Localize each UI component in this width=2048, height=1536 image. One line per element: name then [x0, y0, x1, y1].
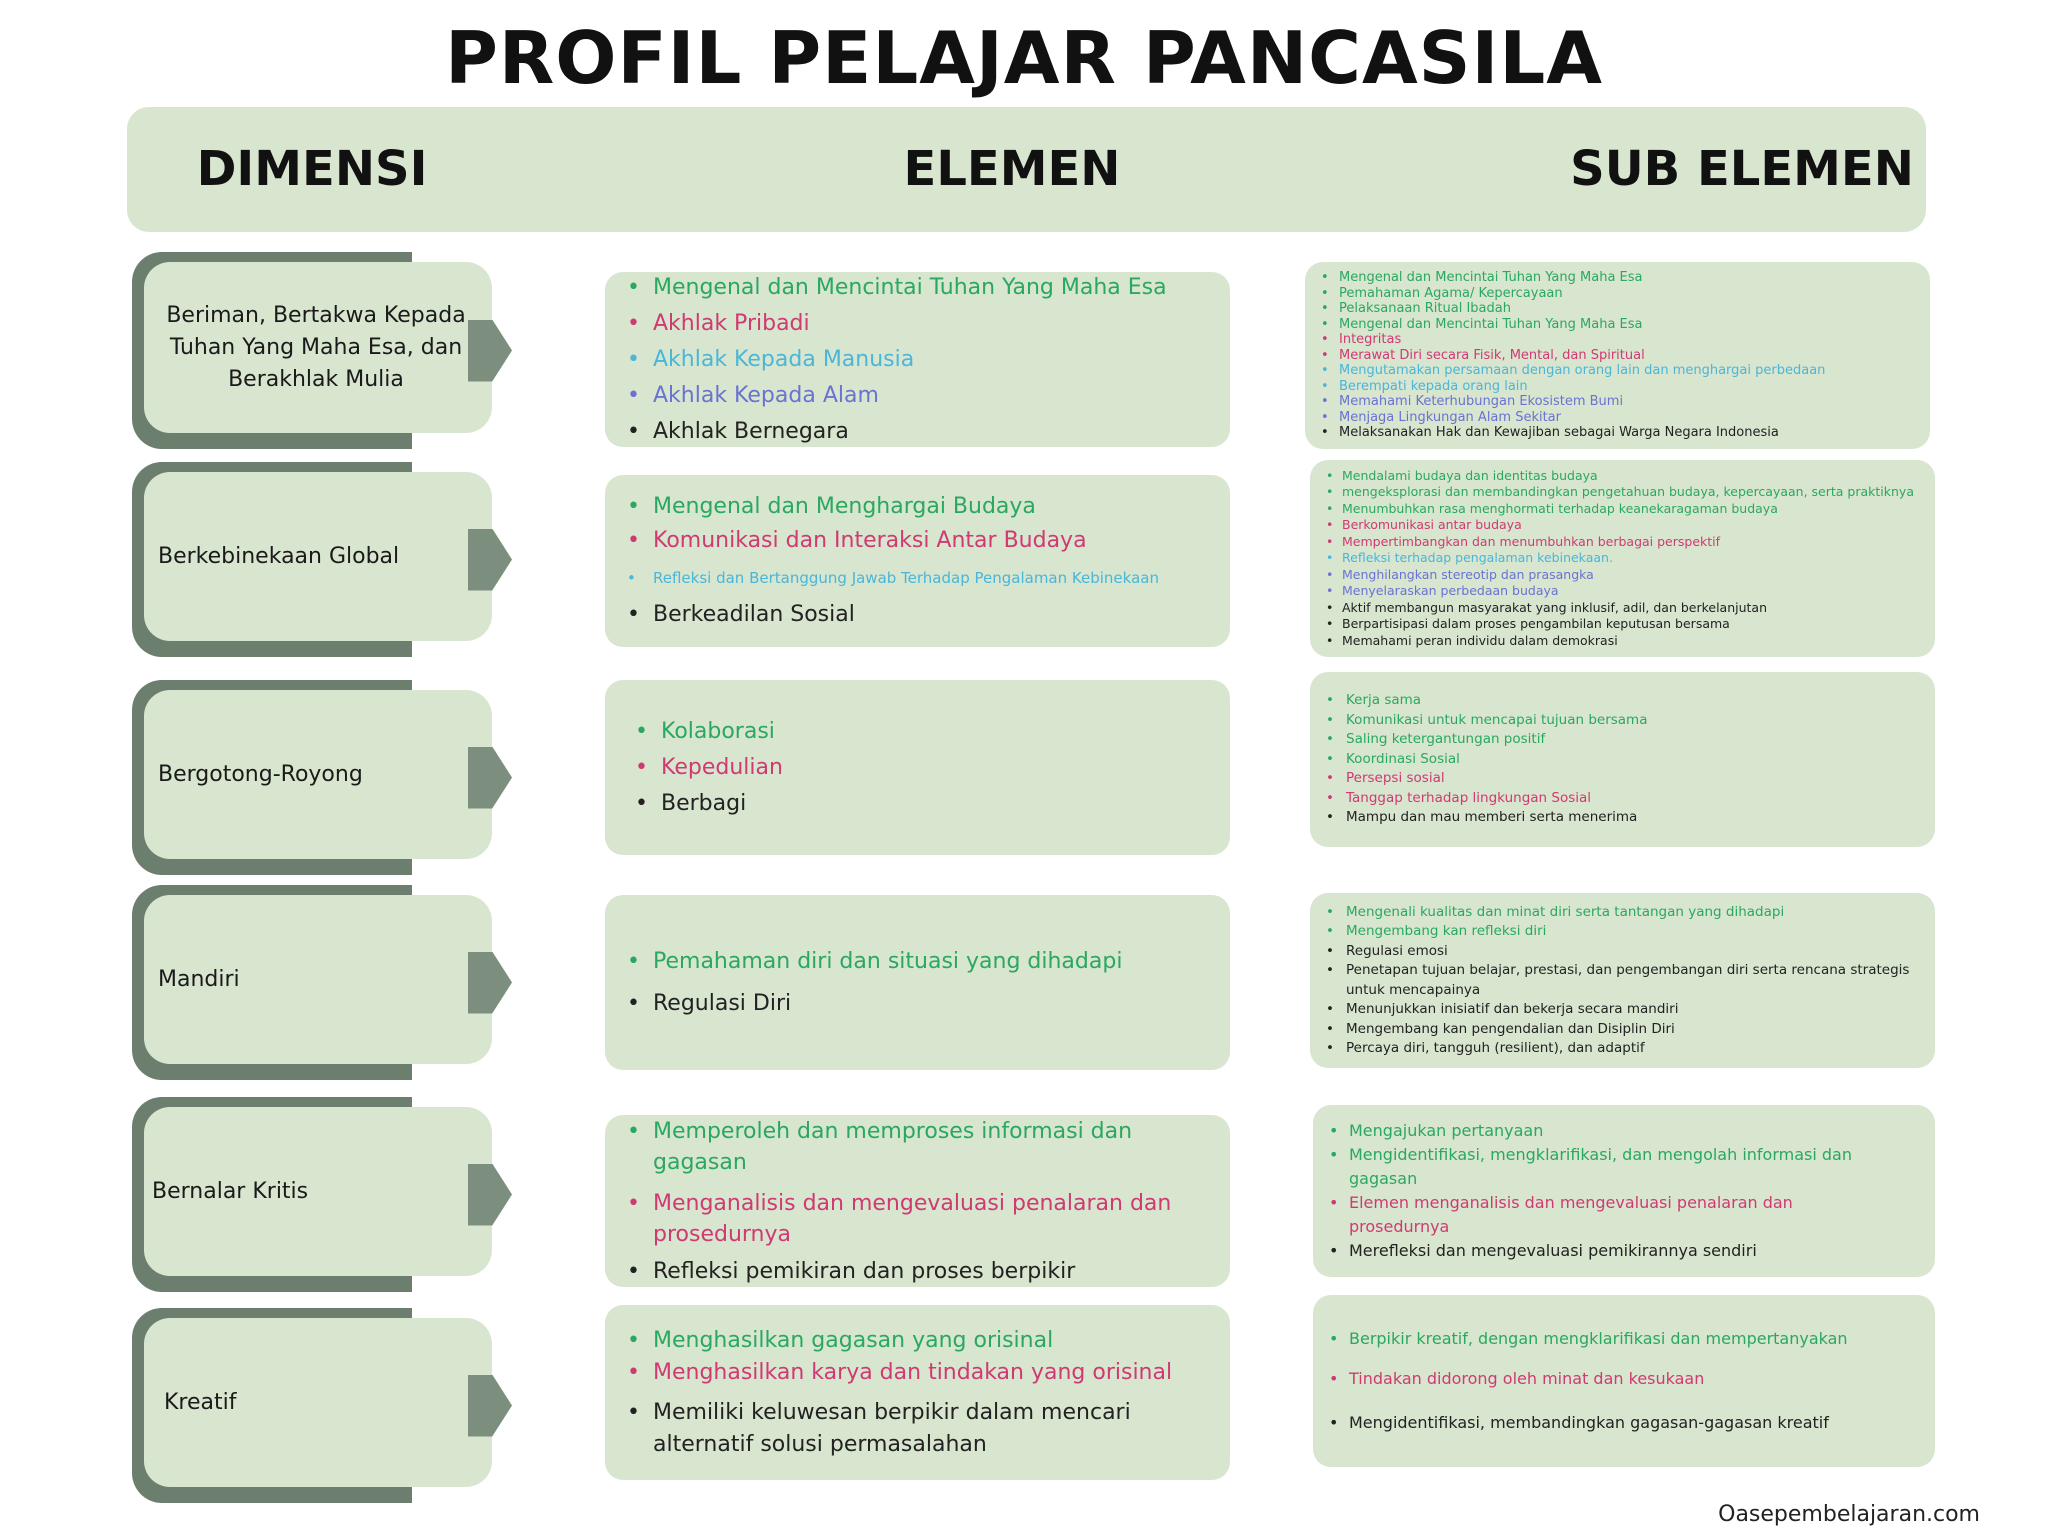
- elemen-card: [605, 272, 1230, 447]
- list-item: • Pemahaman diri dan situasi yang dihadapi: [627, 948, 1123, 974]
- sub-elemen-card: [1310, 672, 1935, 847]
- list-item: • Berkomunikasi antar budaya: [1326, 517, 1522, 533]
- list-item: • Komunikasi dan Interaksi Antar Budaya: [627, 528, 1087, 553]
- list-item: • Menunjukkan inisiatif dan bekerja secara mandiri: [1326, 1001, 1679, 1017]
- list-item: • Akhlak Bernegara: [627, 418, 849, 444]
- elemen-card: [605, 1115, 1230, 1287]
- list-item: • Regulasi emosi: [1326, 942, 1448, 959]
- list-item: • Melaksanakan Hak dan Kewajiban sebagai Warga Negara Indonesia: [1321, 425, 1779, 441]
- list-item: • Mempertimbangkan dan menumbuhkan berbagai perspektif: [1326, 533, 1721, 549]
- list-item: • Berpikir kreatif, dengan mengklarifikasi dan mempertanyakan: [1329, 1329, 1848, 1348]
- header-elemen: ELEMEN: [903, 141, 1121, 197]
- list-item: • Kolaborasi: [635, 718, 775, 744]
- list-item: • Mengembang kan refleksi diri: [1326, 923, 1547, 939]
- list-item: • Berkeadilan Sosial: [627, 602, 855, 627]
- sub-elemen-card: [1313, 1105, 1935, 1277]
- list-item: • Mengidentifikasi, membandingkan gagasan-gagasan kreatif: [1329, 1413, 1829, 1432]
- list-item: • Mengidentifikasi, mengklarifikasi, dan mengolah informasi dan gagasan: [1329, 1145, 1852, 1188]
- arrow-right-icon: [468, 952, 512, 1014]
- list-item: • Merawat Diri secara Fisik, Mental, dan Spiritual: [1321, 347, 1645, 363]
- list-item: • Komunikasi untuk mencapai tujuan bersama: [1326, 711, 1648, 728]
- column-header-band: [127, 107, 1926, 232]
- list-item: • Memperoleh dan memproses informasi dan gagasan: [627, 1118, 1133, 1175]
- list-item: • Menghasilkan gagasan yang orisinal: [627, 1327, 1054, 1353]
- list-item: • Menganalisis dan mengevaluasi penalaran dan prosedurnya: [627, 1190, 1172, 1247]
- elemen-card: [605, 680, 1230, 855]
- list-item: • Mengajukan pertanyaan: [1329, 1121, 1544, 1140]
- dimensi-tab: [132, 1097, 522, 1292]
- list-item: • Saling ketergantungan positif: [1326, 731, 1546, 748]
- list-item: • Integritas: [1321, 332, 1402, 348]
- footer-credit: Oasepembelajaran.com: [1718, 1502, 1980, 1527]
- list-item: • Memiliki keluwesan berpikir dalam mencari alternatif solusi permasalahan: [627, 1399, 1131, 1457]
- list-item: • Regulasi Diri: [627, 990, 792, 1016]
- list-item: • mengeksplorasi dan membandingkan pengetahuan budaya, kepercayaan, serta praktiknya: [1326, 484, 1914, 500]
- list-item: • Mengenal dan Mencintai Tuhan Yang Maha Esa: [1321, 316, 1643, 332]
- list-item: • Mendalami budaya dan identitas budaya: [1326, 467, 1598, 483]
- dimensi-label: Mandiri: [158, 966, 240, 992]
- list-item: • Tanggap terhadap lingkungan Sosial: [1326, 789, 1592, 806]
- list-item: • Menghilangkan stereotip dan prasangka: [1326, 566, 1594, 582]
- arrow-right-icon: [468, 320, 512, 382]
- list-item: • Berpartisipasi dalam proses pengambilan keputusan bersama: [1326, 616, 1730, 632]
- elemen-card: [605, 475, 1230, 647]
- elemen-card: [605, 1305, 1230, 1480]
- dimensi-label: Bergotong-Royong: [158, 761, 363, 787]
- list-item: • Akhlak Kepada Manusia: [627, 346, 915, 372]
- list-item: • Refleksi terhadap pengalaman kebinekaan.: [1326, 550, 1613, 566]
- dimensi-label: Berkebinekaan Global: [158, 543, 400, 569]
- list-item: • Berbagi: [635, 790, 747, 816]
- arrow-right-icon: [468, 1375, 512, 1437]
- list-item: • Memahami Keterhubungan Ekosistem Bumi: [1321, 394, 1624, 410]
- dimensi-tab: [132, 462, 522, 657]
- list-item: • Mengutamakan persamaan dengan orang lain dan menghargai perbedaan: [1321, 363, 1826, 379]
- header-sub-elemen: SUB ELEMEN: [1570, 141, 1914, 197]
- list-item: • Mengenal dan Mencintai Tuhan Yang Maha Esa: [627, 274, 1167, 300]
- page-title: PROFIL PELAJAR PANCASILA: [445, 16, 1603, 100]
- list-item: • Mengembang kan pengendalian dan Disiplin Diri: [1326, 1020, 1675, 1037]
- dimensi-label: Kreatif: [164, 1389, 237, 1415]
- sub-elemen-card: [1313, 1295, 1935, 1467]
- list-item: • Kerja sama: [1326, 692, 1422, 709]
- list-item: • Menyelaraskan perbedaan budaya: [1326, 583, 1559, 599]
- dimensi-tab: [132, 1308, 522, 1503]
- list-item: • Menghasilkan karya dan tindakan yang orisinal: [627, 1359, 1173, 1385]
- sub-elemen-card: [1310, 893, 1935, 1068]
- list-item: • Penetapan tujuan belajar, prestasi, dan pengembangan diri serta rencana strategis untuk mencapainya: [1326, 962, 1910, 998]
- list-item: • Mengenali kualitas dan minat diri serta tantangan yang dihadapi: [1326, 903, 1785, 920]
- list-item: • Koordinasi Sosial: [1326, 750, 1460, 767]
- list-item: • Refleksi dan Bertanggung Jawab Terhadap Pengalaman Kebinekaan: [627, 569, 1159, 587]
- list-item: • Merefleksi dan mengevaluasi pemikirannya sendiri: [1329, 1241, 1757, 1260]
- dimensi-label: Beriman, Bertakwa Kepada Tuhan Yang Maha Esa, dan Berakhlak Mulia: [166, 302, 466, 392]
- list-item: • Percaya diri, tangguh (resilient), dan adaptif: [1326, 1040, 1645, 1056]
- list-item: • Berempati kepada orang lain: [1321, 378, 1528, 394]
- list-item: • Menjaga Lingkungan Alam Sekitar: [1321, 409, 1561, 425]
- list-item: • Akhlak Kepada Alam: [627, 382, 879, 408]
- list-item: • Tindakan didorong oleh minat dan kesukaan: [1329, 1369, 1705, 1388]
- list-item: • Pelaksanaan Ritual Ibadah: [1321, 301, 1511, 317]
- dimensi-tab: [132, 885, 522, 1080]
- list-item: • Mampu dan mau memberi serta menerima: [1326, 809, 1638, 826]
- list-item: • Akhlak Pribadi: [627, 310, 810, 336]
- arrow-right-icon: [468, 1164, 512, 1226]
- list-item: • Aktif membangun masyarakat yang inklusif, adil, dan berkelanjutan: [1326, 599, 1768, 615]
- list-item: • Elemen menganalisis dan mengevaluasi penalaran dan prosedurnya: [1329, 1193, 1793, 1236]
- header-dimensi: DIMENSI: [196, 141, 428, 197]
- dimensi-label: Bernalar Kritis: [152, 1178, 309, 1204]
- list-item: • Memahami peran individu dalam demokrasi: [1326, 632, 1618, 648]
- dimensi-tab: [132, 252, 522, 449]
- arrow-right-icon: [468, 529, 512, 591]
- list-item: • Persepsi sosial: [1326, 770, 1445, 787]
- sub-elemen-card: [1305, 262, 1930, 449]
- list-item: • Refleksi pemikiran dan proses berpikir: [627, 1258, 1076, 1284]
- dimensi-tab: [132, 680, 522, 875]
- arrow-right-icon: [468, 747, 512, 809]
- list-item: • Mengenal dan Menghargai Budaya: [627, 494, 1036, 519]
- list-item: • Kepedulian: [635, 754, 783, 780]
- list-item: • Pemahaman Agama/ Kepercayaan: [1321, 285, 1563, 301]
- list-item: • Menumbuhkan rasa menghormati terhadap keanekaragaman budaya: [1326, 500, 1778, 516]
- list-item: • Mengenal dan Mencintai Tuhan Yang Maha Esa: [1321, 270, 1643, 286]
- sub-elemen-card: [1310, 460, 1935, 657]
- elemen-card: [605, 895, 1230, 1070]
